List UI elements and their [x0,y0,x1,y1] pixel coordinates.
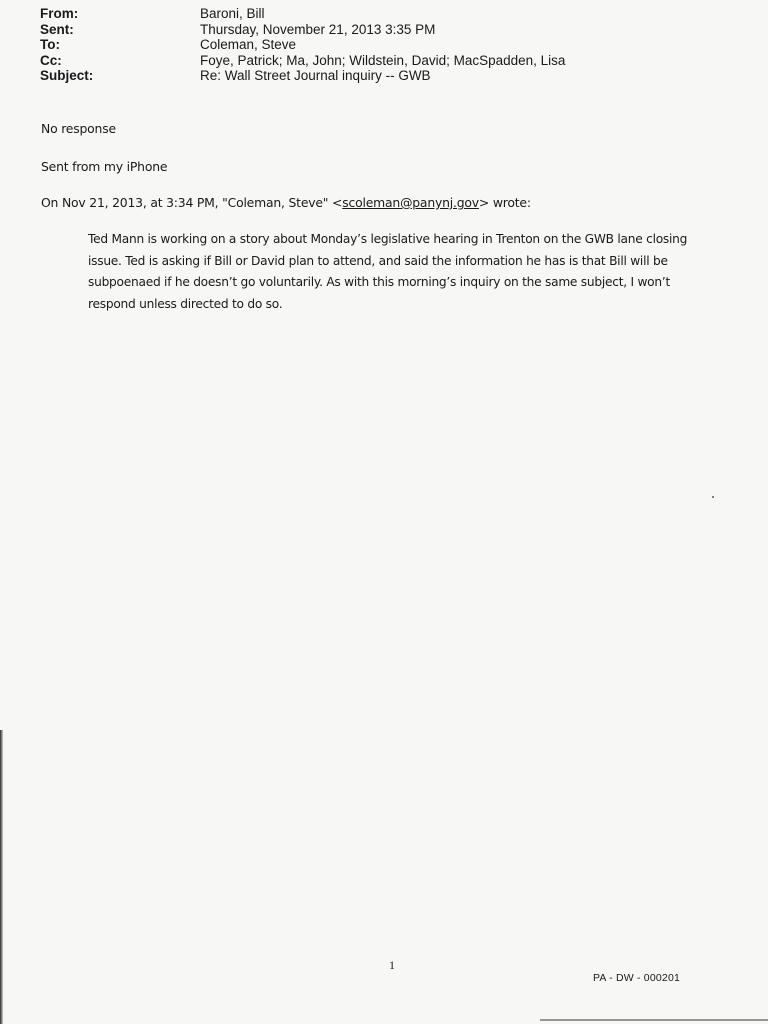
cc-label: Cc: [40,52,62,68]
cc-value: Foye, Patrick; Ma, John; Wildstein, David; MacSpadden, Lisa [200,52,566,68]
scan-speck [712,496,714,498]
from-row [40,6,565,22]
quoted-line: subpoenaed if he doesn’t go voluntarily. As with this morning’s inquiry on the same subject, I won’t [88,275,670,289]
quoted-line: Ted Mann is working on a story about Monday’s legislative hearing in Trenton on the GWB lane closing [88,232,688,246]
quote-intro-prefix: On Nov 21, 2013, at 3:34 PM, "Coleman, Steve" < [41,195,343,210]
quote-intro-suffix: > wrote: [478,195,531,210]
subject-row [40,68,565,84]
subject-label: Subject: [40,68,94,83]
quoted-line: respond unless directed to do so. [88,296,283,311]
quote-intro [41,195,531,210]
scan-bottom-edge [540,1019,768,1021]
to-row [40,37,565,53]
quoted-message [88,229,688,315]
sent-row [40,22,565,38]
from-value: Baroni, Bill [200,6,265,21]
to-value: Coleman, Steve [200,37,297,52]
quoted-line: issue. Ted is asking if Bill or David plan to attend, and said the information he has is that Bill will be [88,253,668,268]
email-header [40,6,565,84]
page-number: 1 [389,958,395,972]
reply-text: No response [41,121,116,136]
subject-value: Re: Wall Street Journal inquiry -- GWB [200,68,431,83]
sent-value: Thursday, November 21, 2013 3:35 PM [200,21,436,37]
email-signature: Sent from my iPhone [41,159,168,174]
sender-email-link[interactable]: scoleman@panynj.gov [342,195,479,210]
sent-label: Sent: [40,21,74,37]
to-label: To: [40,37,60,52]
scan-page-edge [0,730,3,1024]
cc-row [40,53,565,69]
bates-number: PA - DW - 000201 [593,972,681,984]
from-label: From: [40,6,79,21]
